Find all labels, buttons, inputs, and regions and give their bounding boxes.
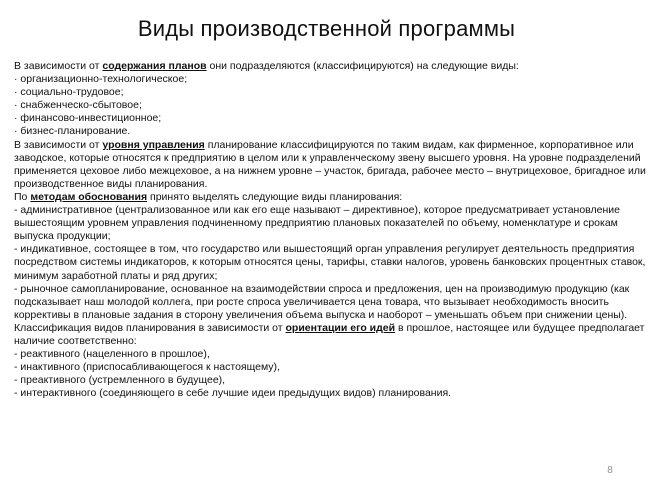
text-segment: - инактивного (приспосабливающегося к настоящему),	[14, 361, 280, 374]
text-segment: В зависимости от	[14, 138, 103, 151]
text-segment: планирование классифицируются по таким видам, как фирменное, корпоративное или заводское, которые относятся к предприятию в целом или к управленческому звену высшего уровня. На уровне подразделений применяется цеховое либо межцеховое, а на нижнем уровне – участок, бригада, рабочее место – внутрицеховое, бригадное или производственное виды планирования.	[14, 138, 646, 190]
paragraph	[14, 322, 647, 348]
paragraph	[14, 139, 647, 191]
text-segment: Классификация видов планирования в зависимости от	[14, 321, 286, 334]
text-segment: · социально-трудовое;	[14, 86, 124, 99]
paragraph	[14, 191, 647, 204]
text-segment: они подразделяются (классифицируются) на следующие виды:	[206, 60, 519, 72]
text-segment: - интерактивного (соединяющего в себе лучшие идеи предыдущих видов) планирования.	[14, 387, 452, 400]
paragraph	[14, 60, 647, 73]
paragraph	[14, 374, 647, 387]
paragraph	[14, 125, 647, 138]
emphasized-term: методам обоснования	[30, 190, 148, 203]
text-segment: в прошлое, настоящее или будущее предполагает наличие соответственно:	[14, 321, 645, 347]
paragraph	[14, 99, 647, 112]
text-segment: - реактивного (нацеленного в прошлое),	[14, 348, 210, 361]
emphasized-term: уровня управления	[102, 138, 205, 151]
paragraph	[14, 112, 647, 125]
text-segment: - индикативное, состоящее в том, что государство или вышестоящий орган управления регулирует деятельность предприятия посредством системы индикаторов, к которым относятся цены, тарифы, ставки налогов, уровень банковских процентных ставок, минимум заработной платы и ряд других;	[14, 243, 646, 282]
page-number: 8	[607, 465, 613, 476]
emphasized-term: ориентации его идей	[285, 321, 396, 334]
paragraph	[14, 204, 647, 243]
slide-body	[14, 60, 647, 400]
text-segment: принято выделять следующие виды планирования:	[147, 190, 403, 203]
text-segment: - административное (централизованное или как его еще называют – директивное), которое предусматривает установление вышестоящим уровнем управления подчиненному предприятию плановых показателей по объему, номенклатуре и срокам выпуска продукции;	[14, 204, 620, 243]
text-segment: · снабженческо-сбытовое;	[14, 99, 142, 112]
paragraph	[14, 283, 647, 322]
text-segment: - преактивного (устремленного в будущее),	[14, 374, 226, 387]
text-segment: По	[14, 190, 31, 203]
text-segment: В зависимости от	[14, 60, 103, 72]
paragraph	[14, 243, 647, 282]
slide-title: Виды производственной программы	[137, 16, 516, 41]
text-segment: · финансово-инвестиционное;	[14, 112, 162, 125]
text-segment: · организационно-технологическое;	[14, 73, 188, 86]
paragraph	[14, 387, 647, 400]
text-segment: - рыночное самопланирование, основанное на взаимодействии спроса и предложения, цен на производимую продукцию (как подсказывает наш молодой коллега, при росте спроса увеличивается цена товара, что вызывает необходимость вносить коррективы в плановые задания в сторону увеличения объема выпуска и наоборот – уменьшать объем при снижении цены).	[14, 282, 630, 321]
text-segment: · бизнес-планирование.	[14, 125, 131, 138]
paragraph	[14, 86, 647, 99]
paragraph	[14, 73, 647, 86]
paragraph	[14, 361, 647, 374]
paragraph	[14, 348, 647, 361]
emphasized-term: содержания планов	[102, 60, 207, 72]
